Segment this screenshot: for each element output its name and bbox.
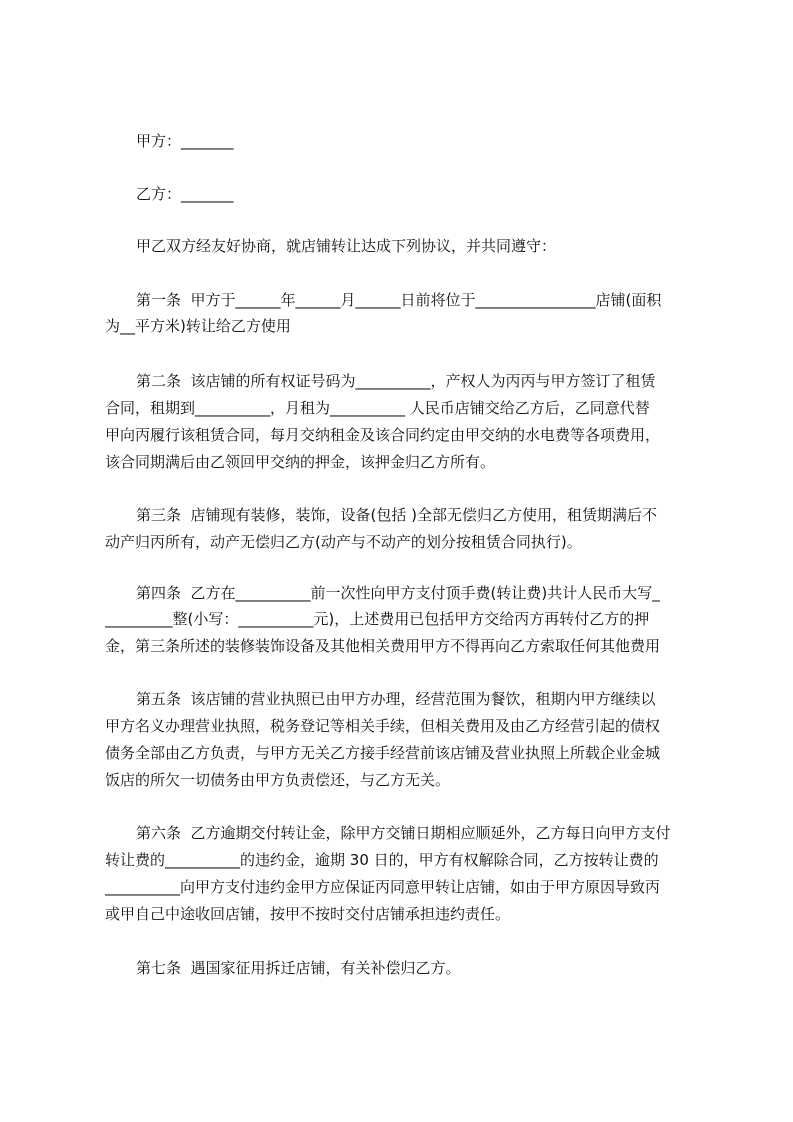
article-line: 甲向丙履行该租赁合同，每月交纳租金及该合同约定由甲交纳的水电费等各项费用， <box>105 426 661 444</box>
party-b-line: 乙方：_______ <box>136 185 234 203</box>
party-a-line: 甲方：_______ <box>136 132 234 150</box>
article-line: 第七条 遇国家征用拆迁店铺，有关补偿归乙方。 <box>136 959 461 977</box>
article-line: 合同，租期到__________，月租为__________ 人民币店铺交给乙方后，乙同意代替 <box>105 399 650 417</box>
article-line: 债务全部由乙方负责，与甲方无关乙方接手经营前该店铺及营业执照上所载企业金城 <box>105 744 661 762</box>
article-line: 第二条 该店铺的所有权证号码为__________，产权人为丙丙与甲方签订了租赁 <box>136 372 656 390</box>
article-line: 动产归丙所有，动产无偿归乙方(动产与不动产的划分按租赁合同执行)。 <box>105 533 582 551</box>
article-line: 第六条 乙方逾期交付转让金，除甲方交铺日期相应顺延外，乙方每日向甲方支付 <box>136 824 671 842</box>
article-line: 为__平方米)转让给乙方使用 <box>105 317 291 335</box>
article-line: 金，第三条所述的装修装饰设备及其他相关费用甲方不得再向乙方索取任何其他费用 <box>105 637 661 655</box>
article-line: __________向甲方支付违约金甲方应保证丙同意甲转让店铺，如由于甲方原因导致丙 <box>105 878 661 896</box>
article-line: 转让费的__________的违约金，逾期 30 日的，甲方有权解除合同，乙方按转让费的 <box>105 851 659 869</box>
article-line: 该合同期满后由乙领回甲交纳的押金，该押金归乙方所有。 <box>105 453 496 471</box>
article-line: 第一条 甲方于______年______月______日前将位于________________店铺(面积 <box>136 291 662 309</box>
article-line: 或甲自己中途收回店铺，按甲不按时交付店铺承担违约责任。 <box>105 905 511 923</box>
intro-line: 甲乙双方经友好协商，就店铺转让达成下列协议，并共同遵守： <box>136 237 557 255</box>
article-line: _________整(小写：__________元)，上述费用已包括甲方交给丙方再转付乙方的押 <box>105 610 650 628</box>
article-line: 第五条 该店铺的营业执照已由甲方办理，经营范围为餐饮，租期内甲方继续以 <box>136 690 656 708</box>
article-line: 第三条 店铺现有装修，装饰，设备(包括 )全部无偿归乙方使用，租赁期满后不 <box>136 506 658 524</box>
article-line: 第四条 乙方在__________前一次性向甲方支付顶手费(转让费)共计人民币大写_ <box>136 584 660 602</box>
article-line: 饭店的所欠一切债务由甲方负责偿还，与乙方无关。 <box>105 771 451 789</box>
article-line: 甲方名义办理营业执照，税务登记等相关手续，但相关费用及由乙方经营引起的债权 <box>105 717 661 735</box>
